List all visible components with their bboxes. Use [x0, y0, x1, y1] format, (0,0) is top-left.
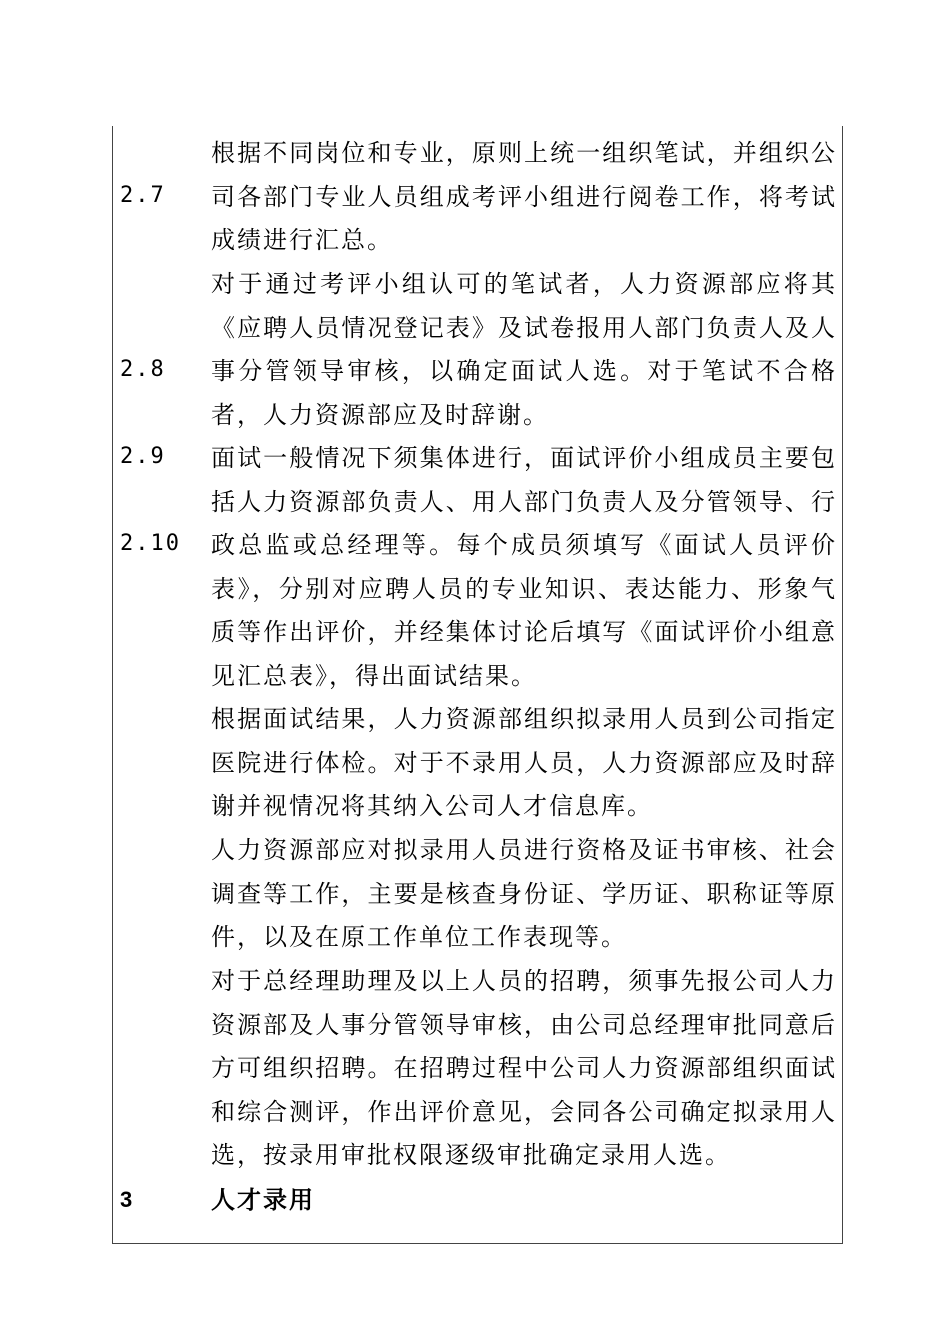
section-number-2-7: 2.7 [120, 183, 166, 208]
section-number-3: 3 [120, 1187, 133, 1212]
paragraph-senior-recruitment: 对于总经理助理及以上人员的招聘，须事先报公司人力资源部及人事分管领导审核，由公司总经理审批同意后方可组织招聘。在招聘过程中公司人力资源部组织面试和综合测评，作出评价意见，会同各公司确定拟录用人选，按录用审批权限逐级审批确定录用人选。 [211, 967, 837, 1169]
paragraph-2-8: 对于通过考评小组认可的笔试者，人力资源部应将其《应聘人员情况登记表》及试卷报用人部门负责人及人事分管领导审核，以确定面试人选。对于笔试不合格者，人力资源部应及时辞谢。 [211, 270, 837, 429]
section-heading: 人才录用 [211, 1185, 315, 1214]
paragraph-2-7: 根据不同岗位和专业，原则上统一组织笔试，并组织公司各部门专业人员组成考评小组进行阅卷工作，将考试成绩进行汇总。 [211, 139, 837, 254]
paragraph-medical-check: 根据面试结果，人力资源部组织拟录用人员到公司指定医院进行体检。对于不录用人员，人力资源部应及时辞谢并视情况将其纳入公司人才信息库。 [211, 705, 837, 820]
section-number-2-9: 2.9 [120, 444, 166, 469]
section-number-2-8: 2.8 [120, 357, 166, 382]
section-number-2-10: 2.10 [120, 531, 181, 556]
paragraph-2-9: 面试一般情况下须集体进行，面试评价小组成员主要包括人力资源部负责人、用人部门负责人及分管领导、行政总监或总经理等。每个成员须填写《面试人员评价表》，分别对应聘人员的专业知识、表达能力、形象气质等作出评价，并经集体讨论后填写《面试评价小组意见汇总表》，得出面试结果。 [211, 444, 837, 690]
paragraph-background-check: 人力资源部应对拟录用人员进行资格及证书审核、社会调查等工作，主要是核查身份证、学历证、职称证等原件，以及在原工作单位工作表现等。 [211, 836, 837, 951]
